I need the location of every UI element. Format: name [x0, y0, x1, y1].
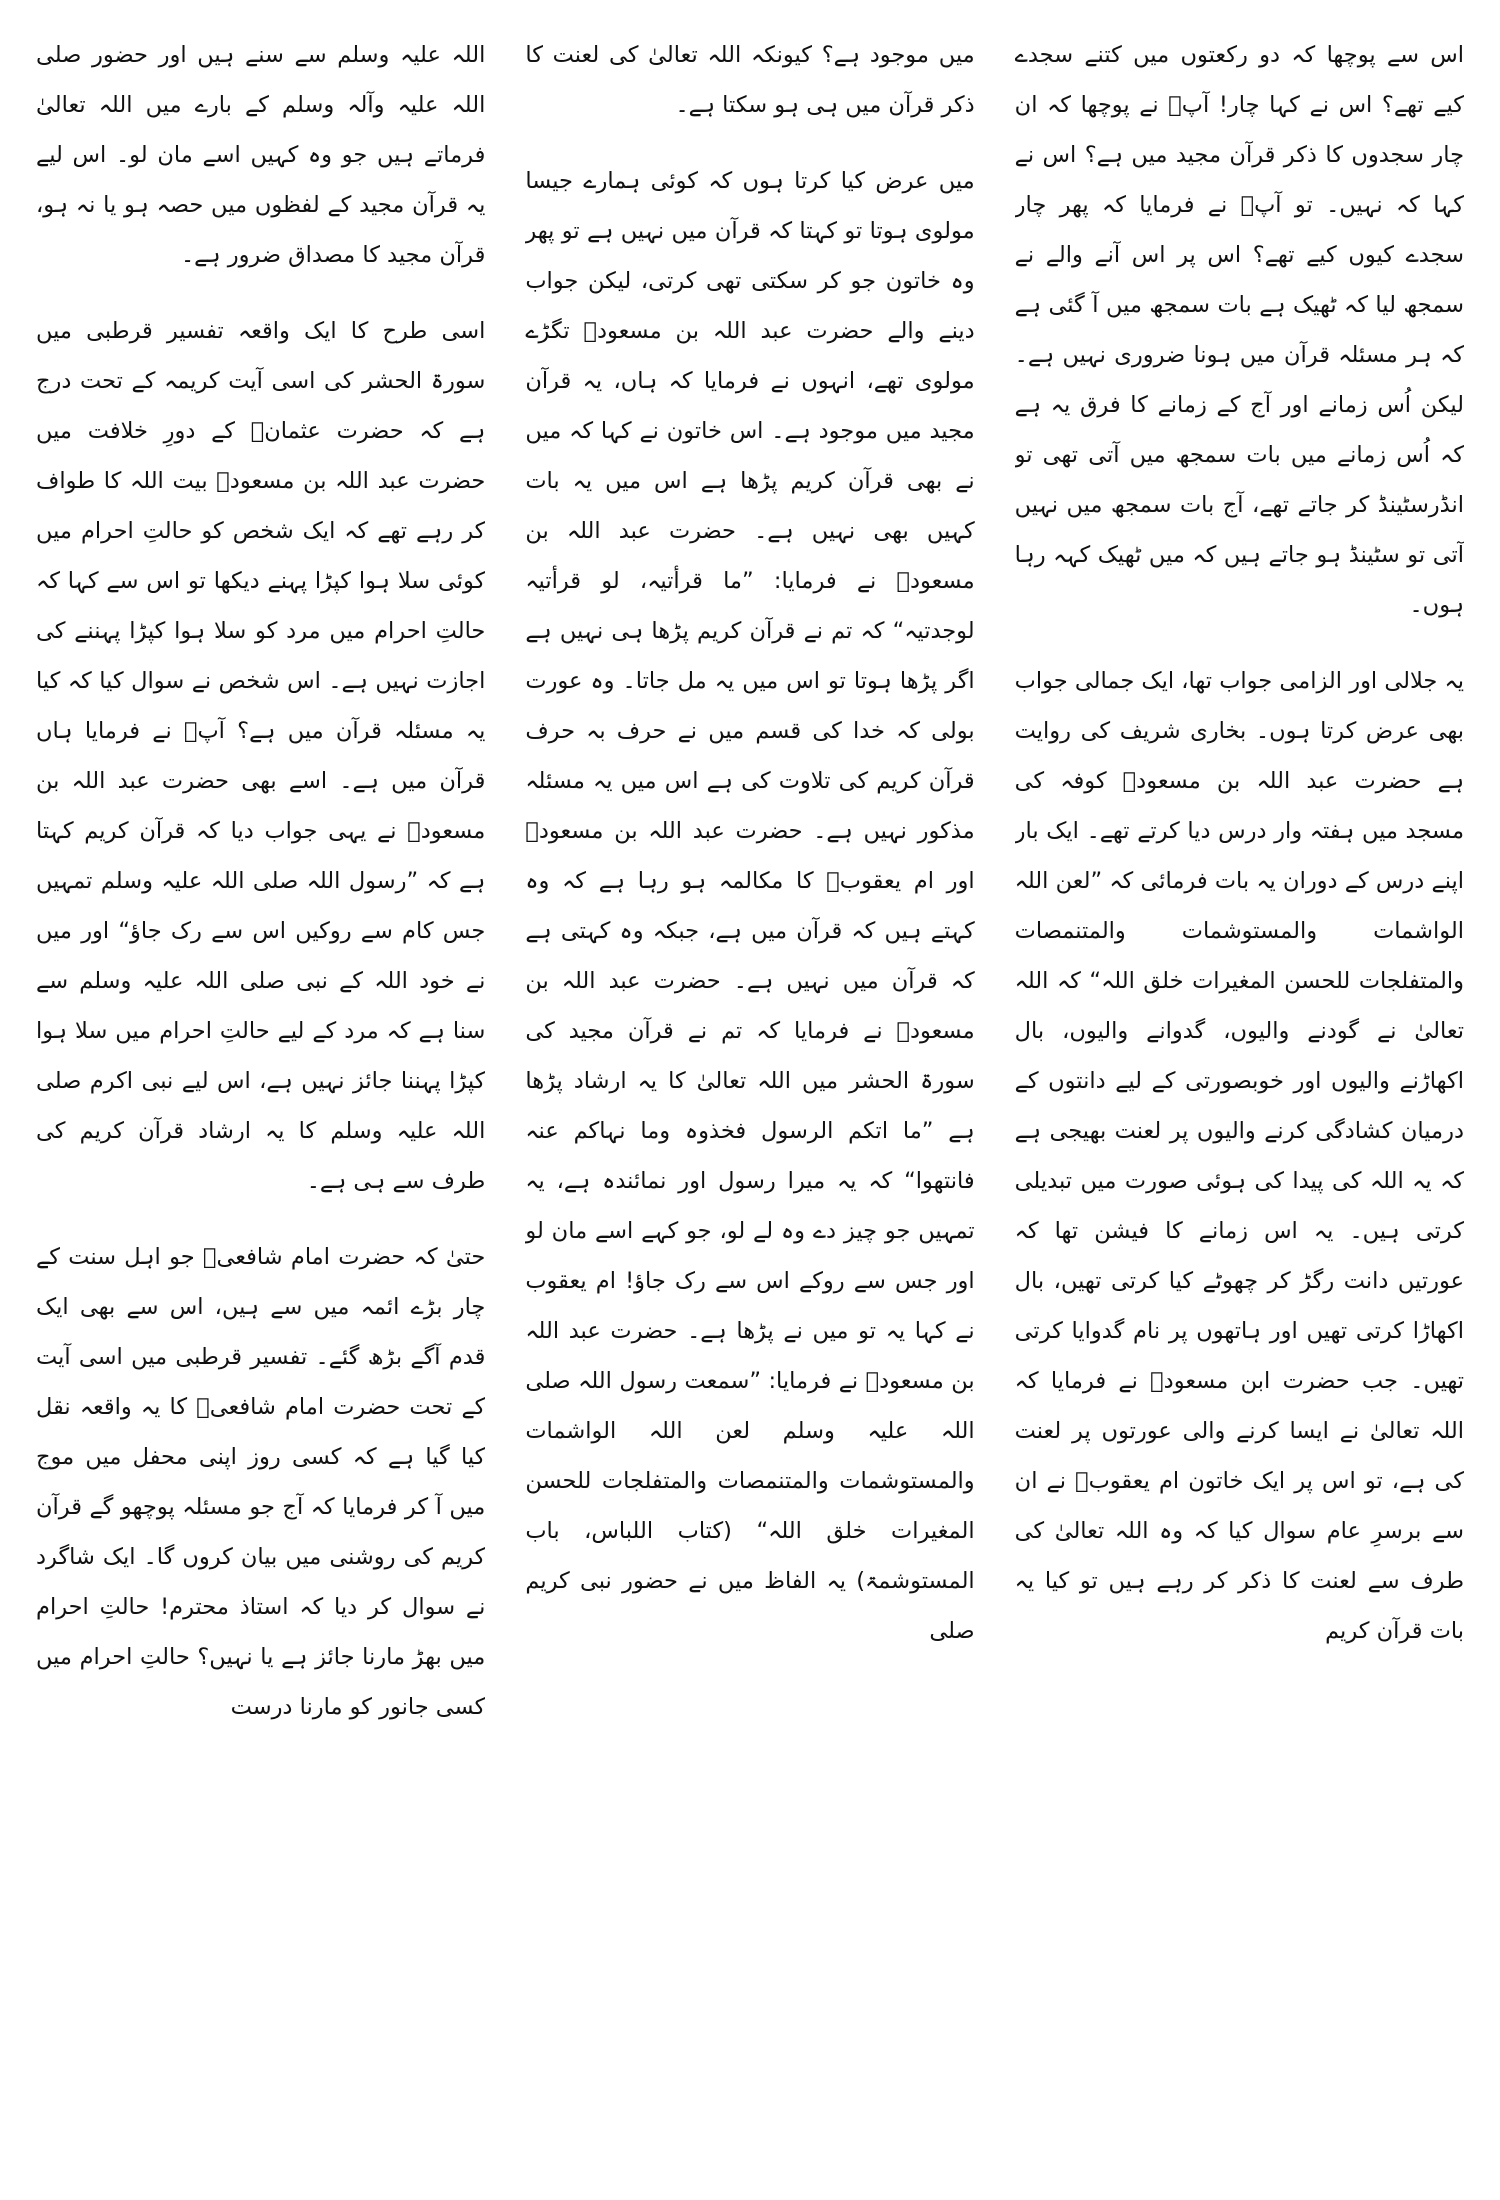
paragraph: اللہ علیہ وسلم سے سنے ہیں اور حضور صلی اللہ علیہ وآلہ وسلم کے بارے میں اللہ تعالیٰ فرماتے ہیں جو وہ کہیں اسے مان لو۔ اس لیے یہ قرآن مجید کے لفظوں میں حصہ ہو یا نہ ہو، قرآن مجید کا مصداق ضرور ہے۔	[36, 42, 486, 268]
paragraph: اس سے پوچھا کہ دو رکعتوں میں کتنے سجدے کیے تھے؟ اس نے کہا چار! آپؓ نے پوچھا کہ ان چار سجدوں کا ذکر قرآن مجید میں ہے؟ اس نے کہا کہ نہیں۔ تو آپؓ نے فرمایا کہ پھر چار سجدے کیوں کیے تھے؟ اس پر اس آنے والے نے سمجھ لیا کہ ٹھیک ہے بات سمجھ میں آ گئی ہے کہ ہر مسئلہ قرآن میں ہونا ضروری نہیں ہے۔ لیکن اُس زمانے اور آج کے زمانے کا فرق یہ ہے کہ اُس زمانے میں بات سمجھ میں آتی تھی تو انڈرسٹینڈ کر جاتے تھے، آج بات سمجھ میں نہیں آتی تو سٹینڈ ہو جاتے ہیں کہ میں ٹھیک کہہ رہا ہوں۔	[1014, 42, 1464, 618]
paragraph: میں عرض کیا کرتا ہوں کہ کوئی ہمارے جیسا مولوی ہوتا تو کہتا کہ قرآن میں نہیں ہے تو پھر وہ خاتون جو کر سکتی تھی کرتی، لیکن جواب دینے والے حضرت عبد اللہ بن مسعودؓ تگڑے مولوی تھے، انہوں نے فرمایا کہ ہاں، یہ قرآن مجید میں موجود ہے۔ اس خاتون نے کہا کہ میں نے بھی قرآن کریم پڑھا ہے اس میں یہ بات کہیں بھی نہیں ہے۔ حضرت عبد اللہ بن مسعودؓ نے فرمایا: ”ما قرأتیہ، لو قرأتیہ لوجدتیہ“ کہ تم نے قرآن کریم پڑھا ہی نہیں ہے اگر پڑھا ہوتا تو اس میں یہ مل جاتا۔ وہ عورت بولی کہ خدا کی قسم میں نے حرف بہ حرف قرآن کریم کی تلاوت کی ہے اس میں یہ مسئلہ مذکور نہیں ہے۔ حضرت عبد اللہ بن مسعودؓ اور ام یعقوبؓ کا مکالمہ ہو رہا ہے کہ وہ کہتے ہیں کہ قرآن میں ہے، جبکہ وہ کہتی ہے کہ قرآن میں نہیں ہے۔ حضرت عبد اللہ بن مسعودؓ نے فرمایا کہ تم نے قرآن مجید کی سورۃ الحشر میں اللہ تعالیٰ کا یہ ارشاد پڑھا ہے ”ما اتکم الرسول فخذوہ وما نہاکم عنہ فانتھوا“ کہ یہ میرا رسول اور نمائندہ ہے، یہ تمہیں جو چیز دے وہ لے لو، جو کہے اسے مان لو اور جس سے روکے اس سے رک جاؤ! ام یعقوب نے کہا یہ تو میں نے پڑھا ہے۔ حضرت عبد اللہ بن مسعودؓ نے فرمایا: ”سمعت رسول اللہ صلی اللہ علیہ وسلم لعن اللہ الواشمات والمستوشمات والمتنمصات والمتفلجات للحسن المغیرات خلق اللہ“ (کتاب اللباس، باب المستوشمۃ) یہ الفاظ میں نے حضور نبی کریم صلی	[525, 168, 975, 1644]
paragraph: اسی طرح کا ایک واقعہ تفسیر قرطبی میں سورۃ الحشر کی اسی آیت کریمہ کے تحت درج ہے کہ حضرت عثمانؓ کے دورِ خلافت میں حضرت عبد اللہ بن مسعودؓ بیت اللہ کا طواف کر رہے تھے کہ ایک شخص کو حالتِ احرام میں کوئی سلا ہوا کپڑا پہنے دیکھا تو اس سے کہا کہ حالتِ احرام میں مرد کو سلا ہوا کپڑا پہننے کی اجازت نہیں ہے۔ اس شخص نے سوال کیا کہ کیا یہ مسئلہ قرآن میں ہے؟ آپؓ نے فرمایا ہاں قرآن میں ہے۔ اسے بھی حضرت عبد اللہ بن مسعودؓ نے یہی جواب دیا کہ قرآن کریم کہتا ہے کہ ”رسول اللہ صلی اللہ علیہ وسلم تمہیں جس کام سے روکیں اس سے رک جاؤ“ اور میں نے خود اللہ کے نبی صلی اللہ علیہ وسلم سے سنا ہے کہ مرد کے لیے حالتِ احرام میں سلا ہوا کپڑا پہننا جائز نہیں ہے، اس لیے نبی اکرم صلی اللہ علیہ وسلم کا یہ ارشاد قرآن کریم کی طرف سے ہی ہے۔	[36, 318, 486, 1194]
text-column-right	[1015, 30, 1464, 2180]
document-page	[36, 30, 1464, 2180]
text-column-left	[36, 30, 485, 2180]
paragraph: حتیٰ کہ حضرت امام شافعیؒ جو اہل سنت کے چار بڑے ائمہ میں سے ہیں، اس سے بھی ایک قدم آگے بڑھ گئے۔ تفسیر قرطبی میں اسی آیت کے تحت حضرت امام شافعیؒ کا یہ واقعہ نقل کیا گیا ہے کہ کسی روز اپنی محفل میں موج میں آ کر فرمایا کہ آج جو مسئلہ پوچھو گے قرآن کریم کی روشنی میں بیان کروں گا۔ ایک شاگرد نے سوال کر دیا کہ استاذ محترم! حالتِ احرام میں بھڑ مارنا جائز ہے یا نہیں؟ حالتِ احرام میں کسی جانور کو مارنا درست	[36, 1244, 486, 1720]
paragraph: یہ جلالی اور الزامی جواب تھا، ایک جمالی جواب بھی عرض کرتا ہوں۔ بخاری شریف کی روایت ہے حضرت عبد اللہ بن مسعودؓ کوفہ کی مسجد میں ہفتہ وار درس دیا کرتے تھے۔ ایک بار اپنے درس کے دوران یہ بات فرمائی کہ ”لعن اللہ الواشمات والمستوشمات والمتنمصات والمتفلجات للحسن المغیرات خلق اللہ“ کہ اللہ تعالیٰ نے گودنے والیوں، گدوانے والیوں، بال اکھاڑنے والیوں اور خوبصورتی کے لیے دانتوں کے درمیان کشادگی کرنے والیوں پر لعنت بھیجی ہے کہ یہ اللہ کی پیدا کی ہوئی صورت میں تبدیلی کرتی ہیں۔ یہ اس زمانے کا فیشن تھا کہ عورتیں دانت رگڑ کر چھوٹے کیا کرتی تھیں، بال اکھاڑا کرتی تھیں اور ہاتھوں پر نام گدوایا کرتی تھیں۔ جب حضرت ابن مسعودؓ نے فرمایا کہ اللہ تعالیٰ نے ایسا کرنے والی عورتوں پر لعنت کی ہے، تو اس پر ایک خاتون ام یعقوبؓ نے ان سے برسرِ عام سوال کیا کہ وہ اللہ تعالیٰ کی طرف سے لعنت کا ذکر کر رہے ہیں تو کیا یہ بات قرآن کریم	[1014, 668, 1464, 1644]
paragraph: میں موجود ہے؟ کیونکہ اللہ تعالیٰ کی لعنت کا ذکر قرآن میں ہی ہو سکتا ہے۔	[525, 42, 975, 118]
text-column-middle	[525, 30, 974, 2180]
